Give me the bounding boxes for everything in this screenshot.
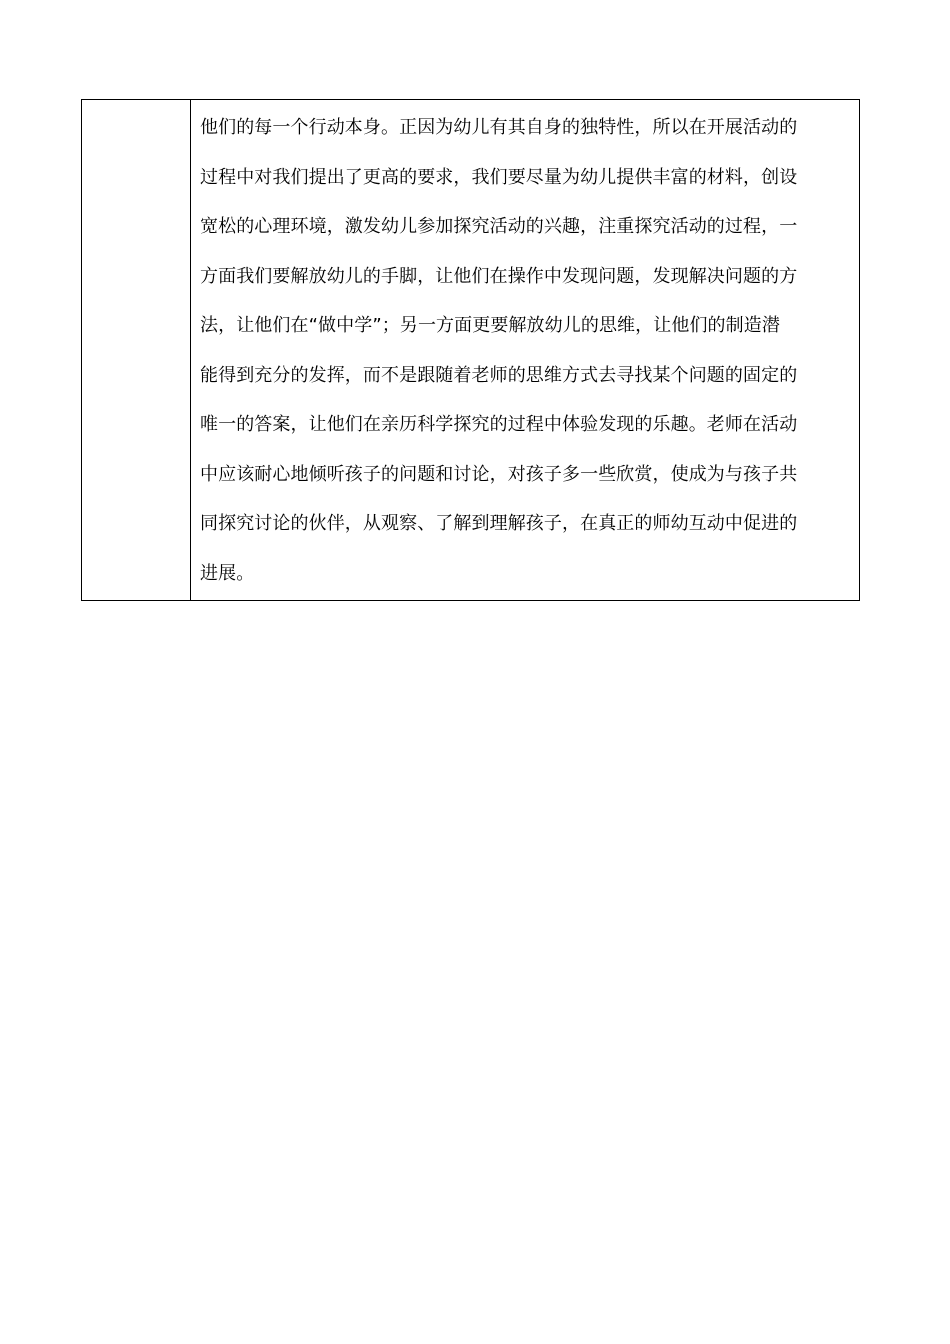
text-line: 法，让他们在“做中学”；另一方面更要解放幼儿的思维，让他们的制造潜 xyxy=(200,315,780,336)
text-line: 同探究讨论的伙伴，从观察、了解到理解孩子，在真正的师幼互动中促进的 xyxy=(200,513,798,534)
text-line: 他们的每一个行动本身。正因为幼儿有其自身的独特性，所以在开展活动的 xyxy=(200,117,798,138)
text-line: 中应该耐心地倾听孩子的问题和讨论，对孩子多一些欣赏，使成为与孩子共 xyxy=(200,463,798,485)
text-line: 过程中对我们提出了更高的要求，我们要尽量为幼儿提供丰富的材料，创设 xyxy=(200,166,798,188)
table-left-cell xyxy=(82,100,191,600)
text-line: 能得到充分的发挥，而不是跟随着老师的思维方式去寻找某个问题的固定的 xyxy=(200,364,798,386)
text-line: 进展。 xyxy=(200,562,255,584)
text-line: 唯一的答案，让他们在亲历科学探究的过程中体验发现的乐趣。老师在活动 xyxy=(200,414,798,435)
text-line: 宽松的心理环境，激发幼儿参加探究活动的兴趣，注重探究活动的过程，一 xyxy=(200,216,798,237)
document-table xyxy=(81,99,860,601)
table-text-cell xyxy=(191,100,859,600)
text-line: 方面我们要解放幼儿的手脚，让他们在操作中发现问题，发现解决问题的方 xyxy=(200,265,798,287)
